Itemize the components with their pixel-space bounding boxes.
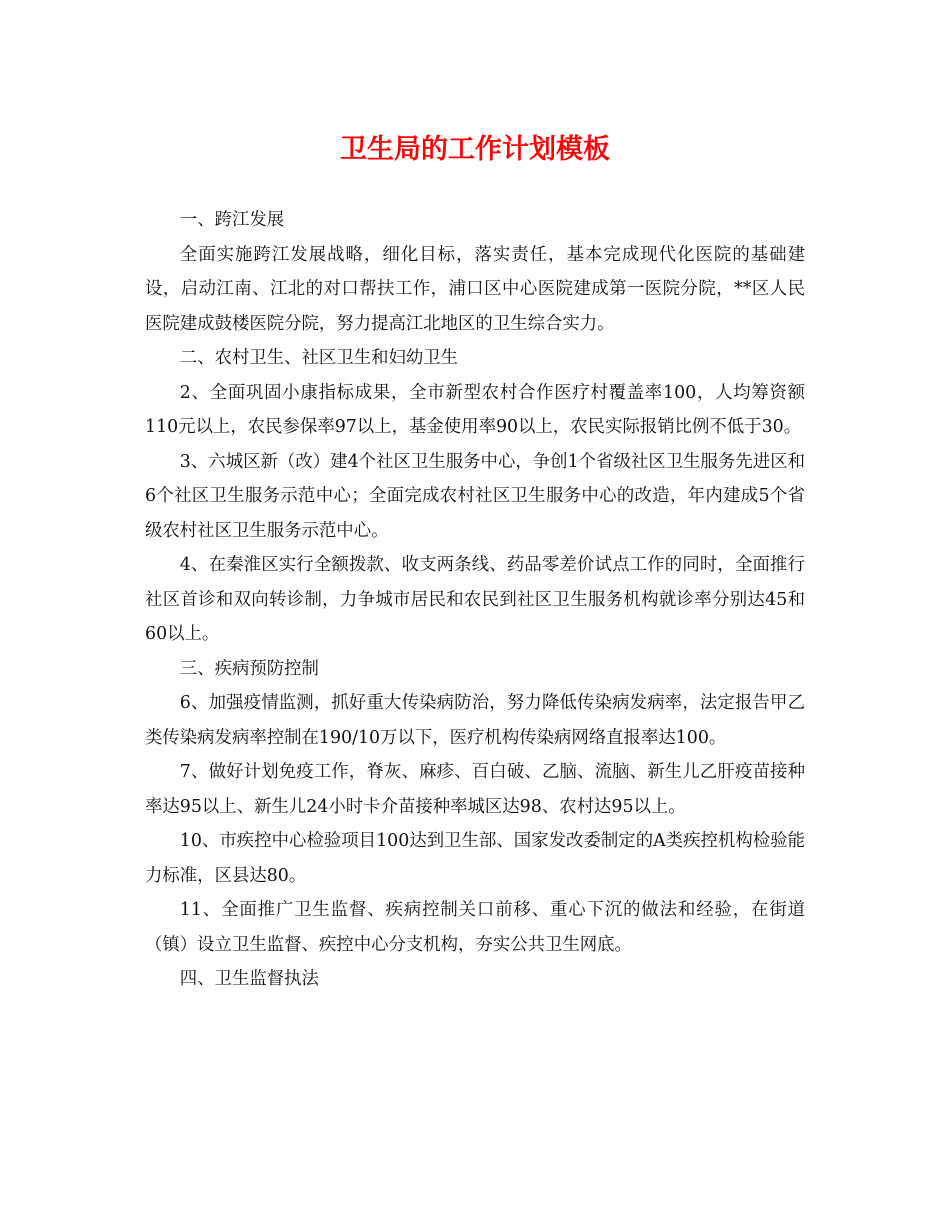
paragraph-item-10: 10、市疾控中心检验项目100达到卫生部、国家发改委制定的A类疾控机构检验能力标准，区县达80。 xyxy=(145,831,805,886)
document-body xyxy=(145,203,805,997)
paragraph-item-2: 2、全面巩固小康指标成果，全市新型农村合作医疗村覆盖率100，人均筹资额110元以上，农民参保率97以上，基金使用率90以上，农民实际报销比例不低于30。 xyxy=(145,382,805,437)
paragraph-item-4: 4、在秦淮区实行全额拨款、收支两条线、药品零差价试点工作的同时，全面推行社区首诊和双向转诊制，力争城市居民和农民到社区卫生服务机构就诊率分别达45和60以上。 xyxy=(145,555,805,644)
document-title: 卫生局的工作计划模板 xyxy=(340,134,610,165)
paragraph-item-11: 11、全面推广卫生监督、疾病控制关口前移、重心下沉的做法和经验，在街道（镇）设立卫生监督、疾控中心分支机构，夯实公共卫生网底。 xyxy=(145,900,805,955)
section-heading-cross-river: 一、跨江发展 xyxy=(179,210,285,230)
paragraph-item-6: 6、加强疫情监测，抓好重大传染病防治，努力降低传染病发病率，法定报告甲乙类传染病发病率控制在190/10万以下，医疗机构传染病网络直报率达100。 xyxy=(145,693,805,748)
section-heading-disease-prevention: 三、疾病预防控制 xyxy=(179,658,319,679)
paragraph-item-3: 3、六城区新（改）建4个社区卫生服务中心，争创1个省级社区卫生服务先进区和6个社区卫生服务示范中心；全面完成农村社区卫生服务中心的改造，年内建成5个省级农村社区卫生服务示范中心。 xyxy=(145,451,805,541)
paragraph-item-7: 7、做好计划免疫工作，脊灰、麻疹、百白破、乙脑、流脑、新生儿乙肝疫苗接种率达95以上、新生儿24小时卡介苗接种率城区达98、农村达95以上。 xyxy=(145,762,805,817)
paragraph-cross-river: 全面实施跨江发展战略，细化目标，落实责任，基本完成现代化医院的基础建设，启动江南、江北的对口帮扶工作，浦口区中心医院建成第一医院分院，**区人民医院建成鼓楼医院分院，努力提高江北地区的卫生综合实力。 xyxy=(145,244,805,334)
section-heading-rural-community: 二、农村卫生、社区卫生和妇幼卫生 xyxy=(179,348,459,368)
section-heading-health-supervision: 四、卫生监督执法 xyxy=(179,969,319,989)
